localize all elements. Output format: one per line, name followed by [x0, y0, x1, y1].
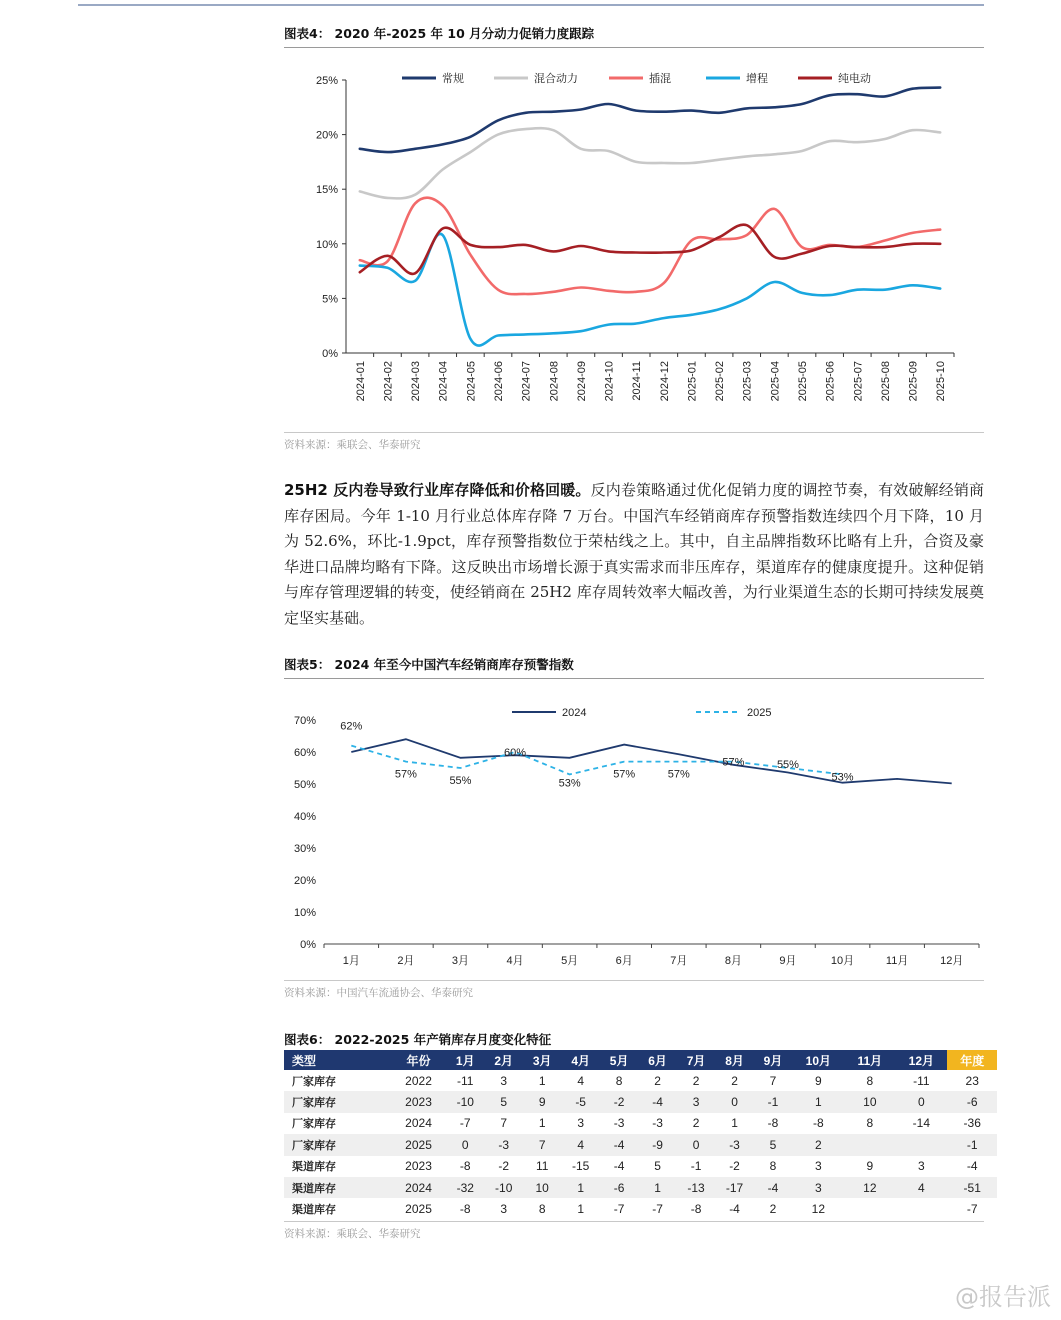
value-cell: 8 [615, 1073, 623, 1088]
value-cell: 3 [918, 1159, 925, 1174]
y-tick-label: 15% [315, 184, 338, 197]
paragraph-body: 反内卷策略通过优化促销力度的调控节奏，有效破解经销商库存困局。今年 1-10 月行业总体库存降 7 万台。中国汽车经销商库存预警指数连续四个月下降，10 月为 52.6%，环比-1.9pct，库存预警指数位于荣枯线之上。其中，自主品牌指数环比略有上升，合资及豪华进口品牌均略有下降。这反映出市场增长源于真实需求而非压库存，渠道库存的健康度提升。这种促销与库存管理逻辑的转变，使经销商在 25H2 库存周转效率大幅改善，为行业渠道生态的长期可持续发展奠定坚实基础。 [284, 481, 984, 627]
value-cell: 9 [814, 1073, 822, 1088]
x-tick-label: 2024-08 [548, 361, 561, 402]
value-cell: -5 [561, 1091, 599, 1112]
value-cell: 1 [538, 1116, 546, 1131]
header-cell: 年份 [391, 1050, 446, 1070]
header-cell: 7月 [677, 1050, 715, 1070]
value-cell: -4 [966, 1159, 978, 1174]
value-cell: 2 [692, 1116, 700, 1131]
type-cell: 渠道库存 [284, 1177, 391, 1198]
type-cell: 渠道库存 [292, 1160, 336, 1174]
value-cell: 10 [523, 1177, 561, 1198]
y-tick-label: 20% [293, 875, 316, 887]
value-cell: 12 [811, 1202, 826, 1217]
value-cell: 5 [484, 1091, 522, 1112]
value-cell: -7 [459, 1116, 471, 1131]
watermark: @报告派 [955, 1283, 1051, 1311]
value-cell: 4 [577, 1073, 584, 1088]
value-cell: -8 [690, 1202, 702, 1217]
figure6-title: 图表6： 2022-2025 年产销库存月度变化特征 [284, 1032, 552, 1047]
value-cell: -6 [947, 1091, 997, 1112]
x-tick-label: 2025-07 [852, 361, 865, 402]
value-cell: 3 [577, 1116, 584, 1131]
header-cell: 3月 [523, 1050, 561, 1070]
value-cell: 8 [866, 1073, 874, 1088]
value-cell: 2022 [405, 1073, 432, 1088]
x-tick-label: 8月 [724, 955, 742, 967]
value-cell [844, 1198, 895, 1219]
value-cell: -3 [715, 1134, 753, 1155]
legend-label-3: 增程 [746, 73, 768, 85]
value-cell: 3 [677, 1091, 715, 1112]
x-tick-label: 2月 [397, 955, 415, 967]
value-cell: -9 [638, 1134, 676, 1155]
x-tick-label: 2025-10 [935, 361, 948, 402]
table-row [284, 1134, 997, 1155]
value-cell: -10 [446, 1091, 484, 1112]
value-cell: -51 [947, 1177, 997, 1198]
value-cell: 2023 [391, 1091, 446, 1112]
value-cell: 2 [654, 1073, 661, 1088]
x-tick-label: 2025-03 [741, 361, 754, 402]
y-tick-label: 5% [322, 293, 338, 306]
value-cell: 2025 [405, 1202, 432, 1217]
data-label: 57% [722, 756, 745, 769]
data-label: 53% [831, 771, 854, 784]
x-tick-label: 5月 [561, 955, 579, 967]
x-tick-label: 2024-06 [493, 361, 505, 402]
value-cell: 0 [677, 1134, 715, 1155]
value-cell: 12 [844, 1177, 895, 1198]
y-tick-label: 25% [315, 75, 338, 87]
x-tick-label: 2024-09 [575, 361, 588, 402]
x-tick-label: 2025-09 [907, 361, 920, 402]
series-line-2024 [351, 739, 951, 783]
inventory-table [284, 1050, 997, 1220]
value-cell: 2025 [391, 1134, 446, 1155]
value-cell: 8 [866, 1116, 874, 1131]
table-row [284, 1198, 997, 1219]
figure5-source: 资料来源：中国汽车流通协会、华泰研究 [284, 980, 984, 1000]
value-cell: -8 [459, 1159, 471, 1174]
type-cell: 厂家库存 [284, 1091, 391, 1112]
header-cell: 5月 [600, 1050, 638, 1070]
y-tick-label: 60% [293, 747, 316, 759]
value-cell: 0 [715, 1091, 753, 1112]
value-cell: 2023 [405, 1159, 432, 1174]
y-tick-label: 0% [322, 348, 338, 360]
value-cell: -7 [652, 1202, 663, 1217]
value-cell: -1 [947, 1134, 997, 1155]
x-tick-label: 4月 [506, 955, 524, 967]
x-tick-label: 2025-06 [824, 361, 837, 402]
value-cell: -14 [912, 1116, 931, 1131]
x-tick-label: 2025-08 [879, 361, 892, 402]
x-tick-label: 12月 [940, 955, 964, 967]
value-cell: 3 [792, 1177, 844, 1198]
value-cell: 10 [844, 1091, 895, 1112]
value-cell: -4 [729, 1202, 740, 1217]
value-cell: 4 [561, 1134, 599, 1155]
value-cell: 7 [523, 1134, 561, 1155]
value-cell: -1 [690, 1159, 702, 1174]
value-cell: 1 [561, 1177, 599, 1198]
value-cell: -11 [457, 1073, 474, 1088]
value-cell: -4 [754, 1177, 792, 1198]
header-cell: 6月 [638, 1050, 676, 1070]
value-cell: -3 [484, 1134, 522, 1155]
type-cell: 厂家库存 [292, 1074, 336, 1088]
value-cell: -6 [600, 1177, 638, 1198]
value-cell: -2 [498, 1159, 510, 1174]
x-tick-label: 2024-04 [437, 361, 450, 402]
value-cell: 3 [500, 1202, 508, 1217]
value-cell: -8 [459, 1202, 471, 1217]
x-tick-label: 2025-01 [686, 361, 699, 402]
value-cell: -2 [600, 1091, 638, 1112]
data-label: 57% [667, 768, 690, 781]
value-cell: -11 [913, 1073, 930, 1088]
paragraph-lead: 25H2 反内卷导致行业库存降低和价格回暖。 [284, 481, 591, 499]
value-cell: -1 [754, 1091, 792, 1112]
header-cell: 年度 [947, 1050, 997, 1070]
value-cell: 7 [500, 1116, 508, 1131]
value-cell: -10 [484, 1177, 522, 1198]
series-line-1 [360, 128, 940, 198]
x-tick-label: 3月 [451, 955, 470, 967]
value-cell: 9 [523, 1091, 561, 1112]
value-cell [895, 1134, 947, 1155]
value-cell: 3 [814, 1159, 822, 1174]
header-cell: 类型 [284, 1050, 391, 1070]
header-cell: 2月 [484, 1050, 522, 1070]
value-cell: -32 [446, 1177, 484, 1198]
y-tick-label: 30% [293, 843, 316, 855]
y-tick-label: 0% [300, 939, 316, 951]
x-tick-label: 2025-04 [769, 361, 782, 402]
x-tick-label: 1月 [342, 955, 360, 967]
y-tick-label: 40% [293, 811, 316, 823]
value-cell: 1 [731, 1116, 738, 1131]
figure6-source: 资料来源：乘联会、华泰研究 [284, 1221, 984, 1241]
legend-label-2024: 2024 [562, 707, 587, 719]
x-tick-label: 2025-02 [714, 361, 727, 402]
data-label: 53% [558, 777, 581, 790]
value-cell: -13 [677, 1177, 715, 1198]
header-cell: 4月 [561, 1050, 599, 1070]
value-cell: 23 [965, 1073, 979, 1088]
x-tick-label: 2024-07 [520, 361, 533, 402]
table-row [284, 1113, 997, 1134]
legend-label-1: 混合动力 [534, 73, 578, 85]
data-label: 62% [340, 720, 363, 733]
value-cell: 1 [577, 1202, 584, 1217]
x-tick-label: 2024-05 [465, 361, 478, 402]
table-row [284, 1091, 997, 1112]
legend-label-0: 常规 [442, 73, 464, 85]
header-cell: 11月 [844, 1050, 895, 1070]
value-cell: 0 [895, 1091, 947, 1112]
value-cell: -4 [600, 1134, 638, 1155]
x-tick-label: 9月 [779, 955, 797, 967]
value-cell: -36 [963, 1116, 981, 1131]
data-label: 57% [613, 768, 636, 781]
header-cell: 8月 [715, 1050, 753, 1070]
value-cell: -17 [715, 1177, 753, 1198]
x-tick-label: 7月 [670, 955, 688, 967]
x-tick-label: 2024-02 [382, 361, 395, 402]
figure4-source: 资料来源：乘联会、华泰研究 [284, 432, 984, 452]
value-cell: 1 [538, 1073, 546, 1088]
x-tick-label: 11月 [885, 955, 909, 967]
data-label: 60% [504, 747, 527, 759]
value-cell: 2 [792, 1134, 844, 1155]
type-cell: 厂家库存 [292, 1117, 336, 1131]
value-cell: 0 [446, 1134, 484, 1155]
x-tick-label: 2024-12 [658, 361, 671, 402]
value-cell: 4 [895, 1177, 947, 1198]
table-row [284, 1070, 997, 1091]
value-cell: -7 [613, 1202, 625, 1217]
data-label: 55% [776, 759, 799, 771]
figure5-title: 图表5： 2024 年至今中国汽车经销商库存预警指数 [284, 655, 984, 679]
value-cell: 8 [769, 1159, 777, 1174]
value-cell: -7 [966, 1202, 978, 1217]
value-cell: -4 [638, 1091, 676, 1112]
x-tick-label: 2024-10 [603, 361, 616, 402]
value-cell: 8 [538, 1202, 546, 1217]
value-cell: -3 [613, 1116, 625, 1131]
x-tick-label: 2024-03 [410, 361, 423, 402]
type-cell: 渠道库存 [292, 1203, 336, 1217]
value-cell: 7 [769, 1073, 777, 1088]
x-tick-label: 10月 [830, 955, 855, 967]
header-rule [78, 4, 984, 6]
legend-label-4: 纯电动 [838, 73, 871, 85]
figure4-title: 图表4： 2020 年-2025 年 10 月分动力促销力度跟踪 [284, 24, 984, 48]
table-row [284, 1177, 997, 1198]
data-label: 55% [449, 775, 472, 787]
x-tick-label: 2024-01 [354, 361, 367, 402]
analysis-paragraph [284, 478, 984, 632]
y-tick-label: 70% [293, 715, 316, 727]
value-cell: 3 [500, 1073, 508, 1088]
value-cell: 2 [769, 1202, 777, 1217]
value-cell: -3 [652, 1116, 663, 1131]
value-cell: -2 [729, 1159, 740, 1174]
y-tick-label: 10% [315, 238, 338, 251]
value-cell: -8 [813, 1116, 824, 1131]
header-cell: 10月 [792, 1050, 844, 1070]
value-cell: 5 [754, 1134, 792, 1155]
value-cell: 2 [731, 1073, 738, 1088]
value-cell: -8 [767, 1116, 779, 1131]
y-tick-label: 50% [293, 779, 316, 791]
y-tick-label: 20% [315, 129, 338, 142]
header-cell: 1月 [446, 1050, 484, 1070]
x-tick-label: 2025-05 [797, 361, 809, 402]
data-label: 57% [394, 768, 417, 781]
value-cell: -4 [613, 1159, 625, 1174]
value-cell: 2 [692, 1073, 700, 1088]
x-tick-label: 6月 [615, 955, 633, 967]
figure4-chart [284, 60, 984, 428]
value-cell: 1 [792, 1091, 844, 1112]
table-row [284, 1156, 997, 1177]
x-tick-label: 2024-11 [631, 361, 644, 401]
value-cell: 9 [866, 1159, 874, 1174]
type-cell: 厂家库存 [284, 1134, 391, 1155]
value-cell: 2024 [405, 1116, 432, 1131]
figure5-chart [284, 692, 984, 974]
value-cell [844, 1134, 895, 1155]
y-tick-label: 10% [293, 907, 316, 919]
value-cell: -15 [571, 1159, 590, 1174]
value-cell: 1 [638, 1177, 676, 1198]
series-line-4 [360, 225, 940, 274]
table-header-row [284, 1050, 997, 1070]
value-cell: 11 [535, 1159, 549, 1174]
header-cell: 9月 [754, 1050, 792, 1070]
legend-label-2025: 2025 [747, 707, 772, 719]
value-cell: 5 [654, 1159, 661, 1174]
header-cell: 12月 [895, 1050, 947, 1070]
value-cell: 2024 [391, 1177, 446, 1198]
legend-label-2: 插混 [649, 73, 671, 85]
value-cell [895, 1198, 947, 1219]
